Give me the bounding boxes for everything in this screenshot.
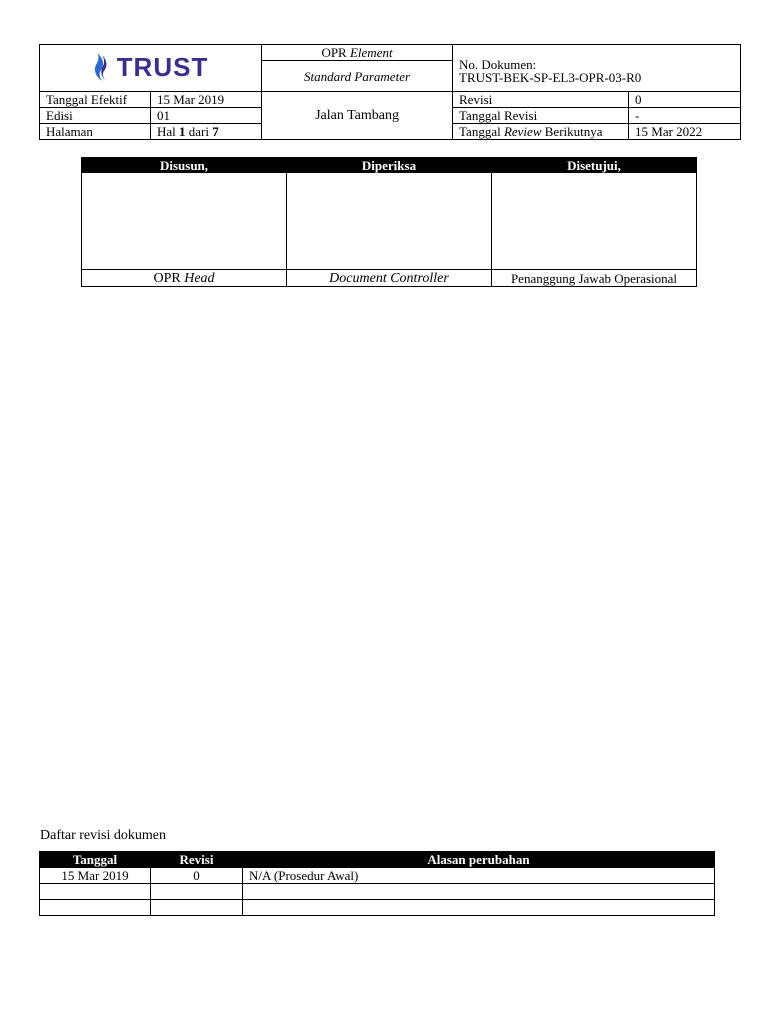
revision-reason [243,900,715,916]
logo-cell [40,45,262,92]
revision-table [39,851,715,916]
doc-number-cell [453,45,741,92]
tanggal-revisi-value: - [629,108,741,124]
signature-space-diperiksa [287,173,492,270]
role-penanggung-jawab: Penanggung Jawab Operasional [492,270,697,287]
revision-date [40,900,151,916]
disusun-header: Disusun, [82,158,287,173]
opr-element-cell [262,45,453,61]
table-row [40,900,715,916]
disetujui-header: Disetujui, [492,158,697,173]
halaman-page: 1 [179,124,186,139]
signature-space-disetujui [492,173,697,270]
table-row [40,884,715,900]
signature-table [81,157,697,287]
logo-text: TRUST [116,51,209,82]
revisi-value: 0 [629,92,741,108]
doc-number-value: TRUST-BEK-SP-EL3-OPR-03-R0 [459,70,642,85]
revisi-label: Revisi [453,92,629,108]
tanggal-efektif-label: Tanggal Efektif [40,92,151,108]
revision-header-revisi: Revisi [151,852,243,868]
tanggal-efektif-value: 15 Mar 2019 [151,92,262,108]
revision-reason: N/A (Prosedur Awal) [243,868,715,884]
role-opr-italic: Head [184,270,215,286]
standard-parameter-cell [262,61,453,92]
revision-header-alasan: Alasan perubahan [243,852,715,868]
document-header-table [39,44,741,140]
review-suffix: Berikutnya [544,124,603,139]
revision-reason [243,884,715,900]
revision-list-caption: Daftar revisi dokumen [40,828,166,843]
opr-element-prefix: OPR [321,45,347,60]
review-prefix: Tanggal [459,124,501,139]
doc-number-label: No. Dokumen: [459,57,537,72]
table-row [40,868,715,884]
revision-date [40,884,151,900]
revision-number [151,884,243,900]
document-title: Jalan Tambang [262,92,453,140]
signature-space-disusun [82,173,287,270]
role-opr-prefix: OPR [153,270,181,286]
revision-number [151,900,243,916]
opr-element-italic: Element [349,45,393,60]
role-opr-head [82,270,287,287]
tanggal-revisi-label: Tanggal Revisi [453,108,629,124]
company-logo [93,52,209,82]
halaman-label: Halaman [40,124,151,140]
review-value: 15 Mar 2022 [629,124,741,140]
review-label [453,124,629,140]
halaman-mid: dari [188,124,209,139]
edisi-label: Edisi [40,108,151,124]
halaman-prefix: Hal [157,124,176,139]
role-document-controller-text: Document Controller [329,270,449,286]
trust-logo-icon [93,52,111,82]
revision-number: 0 [151,868,243,884]
role-document-controller [287,270,492,287]
halaman-total: 7 [212,124,219,139]
edisi-value: 01 [151,108,262,124]
standard-parameter: Standard Parameter [303,68,411,84]
review-italic: Review [503,124,542,139]
revision-date: 15 Mar 2019 [40,868,151,884]
diperiksa-header: Diperiksa [287,158,492,173]
halaman-value [151,124,262,140]
revision-header-tanggal: Tanggal [40,852,151,868]
